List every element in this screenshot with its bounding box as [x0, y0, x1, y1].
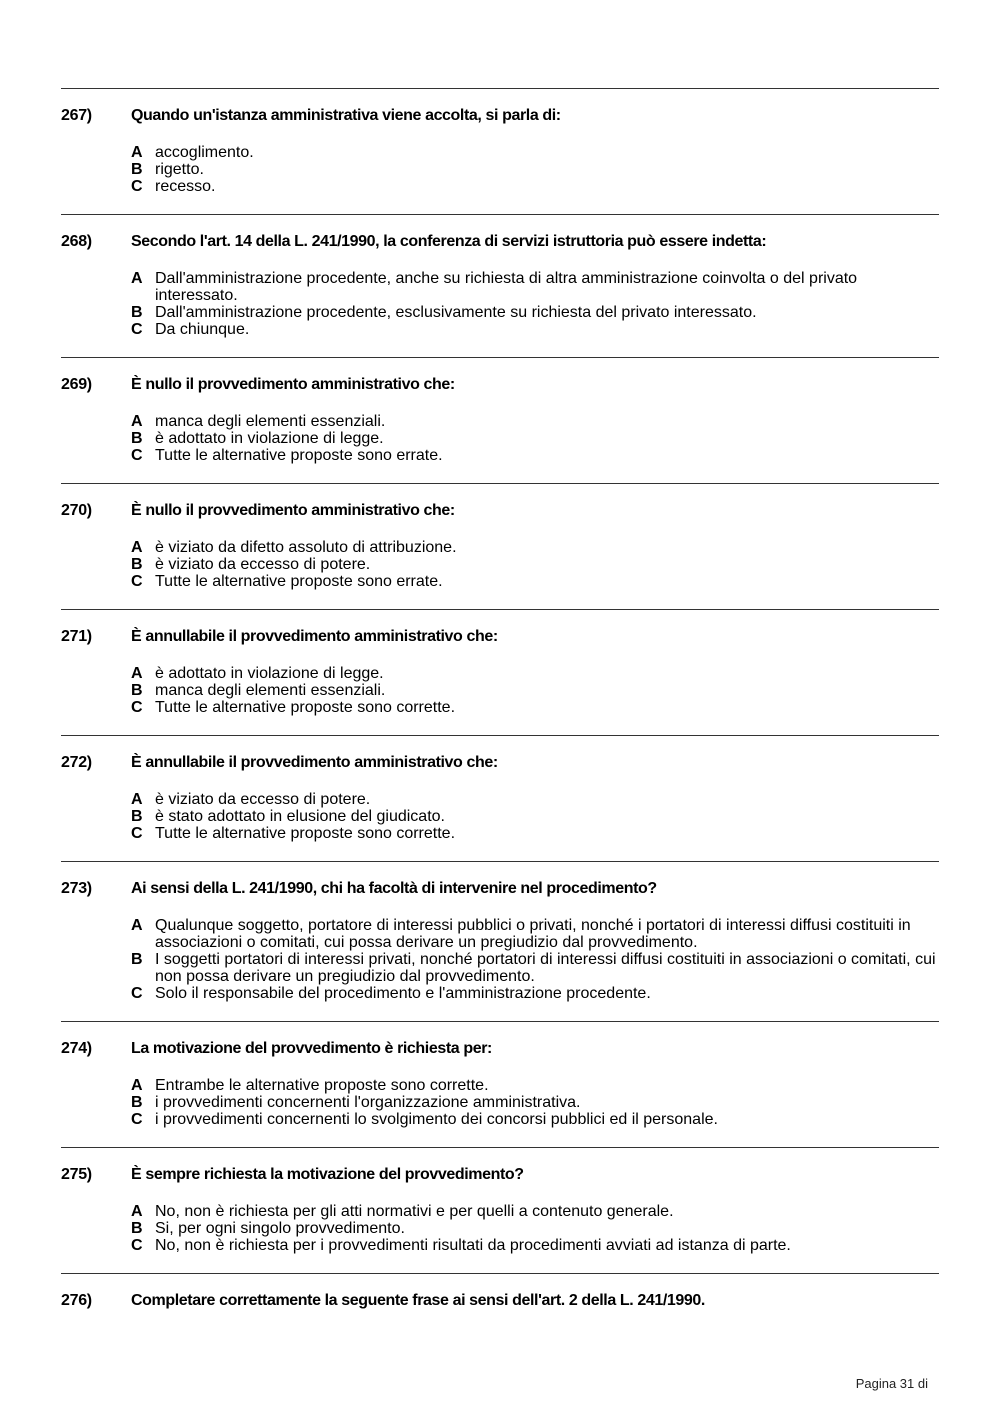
answer-list	[131, 1077, 939, 1128]
answer-letter: A	[131, 413, 143, 430]
answer-option	[131, 791, 939, 808]
answer-letter: A	[131, 917, 143, 934]
answer-letter: C	[131, 178, 143, 195]
answer-text: Solo il responsabile del procedimento e l'amministrazione procedente.	[155, 985, 651, 1002]
answer-text: manca degli elementi essenziali.	[155, 682, 386, 699]
answer-list	[131, 539, 939, 590]
answer-letter: B	[131, 682, 143, 699]
answer-letter: A	[131, 1203, 143, 1220]
answer-text: Qualunque soggetto, portatore di interessi pubblici o privati, nonché i portatori di interessi diffusi costituiti in associazioni o comitati, cui possa derivare un pregiudizio dal provvedimento.	[155, 917, 911, 951]
answer-letter: A	[131, 1077, 143, 1094]
answer-text: recesso.	[155, 178, 216, 195]
question-number: 272)	[61, 754, 92, 771]
question-header	[61, 376, 939, 396]
answer-option	[131, 178, 939, 195]
answer-list	[131, 917, 939, 1002]
answer-text: Entrambe le alternative proposte sono corrette.	[155, 1077, 489, 1094]
question-block	[61, 735, 939, 842]
question-block	[61, 861, 939, 1002]
answer-text: Tutte le alternative proposte sono corrette.	[155, 699, 456, 716]
answer-text: Tutte le alternative proposte sono corrette.	[155, 825, 456, 842]
question-header	[61, 1040, 939, 1060]
question-number: 274)	[61, 1040, 92, 1057]
answer-option	[131, 447, 939, 464]
question-text: È annullabile il provvedimento amministrativo che:	[131, 628, 498, 645]
question-block	[61, 1021, 939, 1128]
answer-list	[131, 144, 939, 195]
question-header	[61, 628, 939, 648]
answer-text: Tutte le alternative proposte sono errate.	[155, 573, 443, 590]
answer-letter: C	[131, 1111, 143, 1128]
question-header	[61, 233, 939, 253]
answer-text: Si, per ogni singolo provvedimento.	[155, 1220, 405, 1237]
answer-text: Da chiunque.	[155, 321, 250, 338]
answer-option	[131, 1237, 939, 1254]
answer-text: No, non è richiesta per i provvedimenti risultati da procedimenti avviati ad istanza di parte.	[155, 1237, 791, 1254]
question-text: Completare correttamente la seguente frase ai sensi dell'art. 2 della L. 241/1990.	[131, 1292, 705, 1309]
answer-letter: A	[131, 144, 143, 161]
question-text: È nullo il provvedimento amministrativo che:	[131, 502, 455, 519]
answer-option	[131, 430, 939, 447]
answer-letter: B	[131, 161, 143, 178]
question-header	[61, 1166, 939, 1186]
answer-text: è adottato in violazione di legge.	[155, 665, 384, 682]
answer-text: è viziato da eccesso di potere.	[155, 791, 371, 808]
answer-text: rigetto.	[155, 161, 204, 178]
answer-letter: C	[131, 321, 143, 338]
question-number: 275)	[61, 1166, 92, 1183]
answer-text: manca degli elementi essenziali.	[155, 413, 386, 430]
answer-option	[131, 413, 939, 430]
question-text: È nullo il provvedimento amministrativo che:	[131, 376, 455, 393]
question-number: 268)	[61, 233, 92, 250]
answer-text: I soggetti portatori di interessi privati, nonché portatori di interessi diffusi costituiti in associazioni o comitati, cui non possa derivare un pregiudizio dal provvedimento.	[155, 951, 936, 985]
question-text: La motivazione del provvedimento è richiesta per:	[131, 1040, 492, 1057]
answer-text: Tutte le alternative proposte sono errate.	[155, 447, 443, 464]
question-number: 269)	[61, 376, 92, 393]
answer-option	[131, 951, 939, 985]
answer-option	[131, 1094, 939, 1111]
answer-option	[131, 665, 939, 682]
question-header	[61, 502, 939, 522]
question-number: 273)	[61, 880, 92, 897]
answer-text: i provvedimenti concernenti lo svolgimento dei concorsi pubblici ed il personale.	[155, 1111, 718, 1128]
answer-option	[131, 556, 939, 573]
answer-letter: C	[131, 825, 143, 842]
question-header	[61, 1292, 939, 1312]
answer-letter: A	[131, 539, 143, 556]
answer-list	[131, 413, 939, 464]
answer-text: i provvedimenti concernenti l'organizzazione amministrativa.	[155, 1094, 581, 1111]
answer-option	[131, 1220, 939, 1237]
question-header	[61, 880, 939, 900]
answer-letter: B	[131, 808, 143, 825]
answer-option	[131, 917, 939, 951]
answer-option	[131, 321, 939, 338]
answer-text: No, non è richiesta per gli atti normativi e per quelli a contenuto generale.	[155, 1203, 674, 1220]
question-text: Secondo l'art. 14 della L. 241/1990, la conferenza di servizi istruttoria può essere indetta:	[131, 233, 767, 250]
answer-letter: A	[131, 791, 143, 808]
question-number: 276)	[61, 1292, 92, 1309]
answer-option	[131, 304, 939, 321]
answer-text: Dall'amministrazione procedente, anche su richiesta di altra amministrazione coinvolta o del privato interessato.	[155, 270, 858, 304]
answer-option	[131, 1111, 939, 1128]
answer-letter: B	[131, 430, 143, 447]
answer-letter: C	[131, 447, 143, 464]
answer-option	[131, 1077, 939, 1094]
answer-letter: B	[131, 1094, 143, 1111]
answer-letter: B	[131, 556, 143, 573]
answer-letter: B	[131, 1220, 143, 1237]
answer-list	[131, 1203, 939, 1254]
answer-letter: B	[131, 304, 143, 321]
question-block	[61, 1147, 939, 1254]
answer-letter: C	[131, 573, 143, 590]
answer-letter: A	[131, 270, 143, 287]
answer-option	[131, 144, 939, 161]
answer-option	[131, 161, 939, 178]
question-number: 270)	[61, 502, 92, 519]
page-footer: Pagina 31 di	[855, 1376, 928, 1391]
question-number: 271)	[61, 628, 92, 645]
question-block	[61, 483, 939, 590]
answer-option	[131, 808, 939, 825]
answer-option	[131, 1203, 939, 1220]
answer-list	[131, 791, 939, 842]
answer-text: è viziato da eccesso di potere.	[155, 556, 371, 573]
question-block	[61, 357, 939, 464]
answer-text: è adottato in violazione di legge.	[155, 430, 384, 447]
answer-letter: B	[131, 951, 143, 968]
question-text: È annullabile il provvedimento amministrativo che:	[131, 754, 498, 771]
answer-option	[131, 699, 939, 716]
answer-text: è viziato da difetto assoluto di attribuzione.	[155, 539, 457, 556]
answer-option	[131, 985, 939, 1002]
question-header	[61, 107, 939, 127]
question-text: Ai sensi della L. 241/1990, chi ha facoltà di intervenire nel procedimento?	[131, 880, 657, 897]
answer-option	[131, 573, 939, 590]
answer-list	[131, 270, 939, 338]
answer-option	[131, 270, 939, 304]
answer-list	[131, 665, 939, 716]
question-header	[61, 754, 939, 774]
answer-text: Dall'amministrazione procedente, esclusivamente su richiesta del privato interessato.	[155, 304, 757, 321]
question-block	[61, 609, 939, 716]
question-text: Quando un'istanza amministrativa viene accolta, si parla di:	[131, 107, 561, 124]
answer-letter: A	[131, 665, 143, 682]
answer-letter: C	[131, 985, 143, 1002]
question-block	[61, 1273, 939, 1312]
answer-option	[131, 825, 939, 842]
answer-option	[131, 539, 939, 556]
answer-text: accoglimento.	[155, 144, 254, 161]
answer-text: è stato adottato in elusione del giudicato.	[155, 808, 445, 825]
question-number: 267)	[61, 107, 92, 124]
question-block	[61, 214, 939, 338]
answer-option	[131, 682, 939, 699]
question-block	[61, 88, 939, 195]
answer-letter: C	[131, 1237, 143, 1254]
question-text: È sempre richiesta la motivazione del provvedimento?	[131, 1166, 524, 1183]
answer-letter: C	[131, 699, 143, 716]
